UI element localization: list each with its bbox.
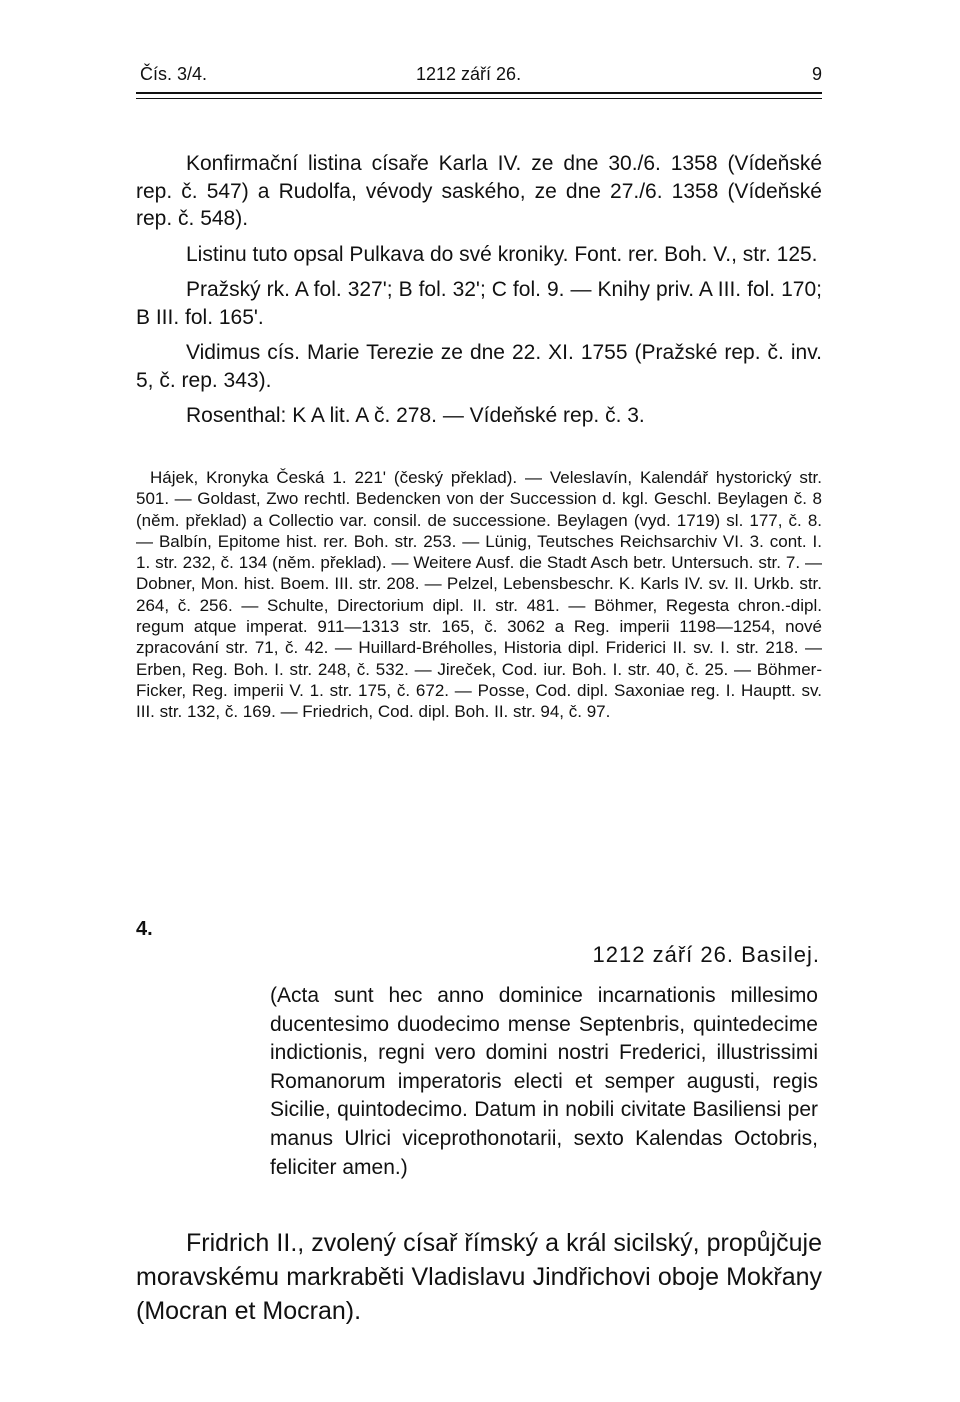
header-document-number: Čís. 3/4. [140,64,208,84]
header-date: 1212 září 26. [416,64,522,84]
commentary-section [136,150,822,438]
document-date-place: 1212 září 26. Basilej. [592,942,820,967]
regest [136,1226,822,1328]
bibliography-section [136,467,822,723]
bibliography-paragraph: Hájek, Kronyka Česká 1. 221' (český překlad). — Veleslavín, Kalendář hystorický str. 501. — Goldast, Zwo rechtl. Bedencken von der Succession d. kgl. Geschl. Beylagen č. 8 (něm. překlad) a Collectio var. consil. de successione. Beylagen (vyd. 1719) sl. 177, č. 8. — Balbín, Epitome hist. rer. Boh. str. 253. — Lünig, Teutsches Reichsarchiv VI. 3. cont. I. 1. str. 232, č. 134 (něm. překlad). — Weitere Ausf. die Stadt Asch betr. Untersuch. str. 7. — Dobner, Mon. hist. Boem. III. str. 208. — Pelzel, Lebensbeschr. K. Karls IV. sv. II. Urkb. str. 264, č. 256. — Schulte, Directorium dipl. II. str. 481. — Böhmer, Regesta chron.-dipl. regum atque imperat. 911—1313 str. 165, č. 3062 a Reg. imperii 1198—1254, nové zpracování str. 71, č. 42. — Huillard-Bréholles, Historia dipl. Friderici II. sv. I. str. 218. — Erben, Reg. Boh. I. str. 248, č. 532. — Jireček, Cod. iur. Boh. I. str. 40, č. 25. — Böhmer-Ficker, Reg. imperii V. 1. str. 175, č. 672. — Posse, Cod. dipl. Saxoniae reg. I. Hauptt. sv. III. str. 132, č. 169. — Friedrich, Cod. dipl. Boh. II. str. 94, č. 97. [136,468,822,722]
commentary-paragraph: Vidimus cís. Marie Terezie ze dne 22. XI. 1755 (Pražské rep. č. inv. 5, č. rep. 343). [136,341,822,392]
document-number: 4. [136,918,153,940]
page-number: 9 [811,64,822,84]
header-rule-thick [136,92,822,94]
header-rule-thin [136,98,822,99]
commentary-paragraph: Konfirmační listina císaře Karla IV. ze dne 30./6. 1358 (Vídeňské rep. č. 547) a Rudolfa, vévody saského, ze dne 27./6. 1358 (Vídeňské rep. č. 548). [136,152,822,230]
commentary-paragraph: Pražský rk. A fol. 327'; B fol. 32'; C fol. 9. — Knihy priv. A III. fol. 170; B III. fol. 165'. [136,278,822,329]
regest-text: Fridrich II., zvolený císař římský a král sicilský, propůjčuje moravskému markraběti Vladislavu Jindřichovi oboje Mokřany (Mocran et Mocran). [136,1229,822,1325]
commentary-paragraph: Listinu tuto opsal Pulkava do své kroniky. Font. rer. Boh. V., str. 125. [186,242,818,266]
commentary-paragraph: Rosenthal: K A lit. A č. 278. — Vídeňské rep. č. 3. [186,404,645,427]
latin-datum-text: (Acta sunt hec anno dominice incarnationis millesimo ducentesimo duodecimo mense Septenbris, quintedecime indictionis, regni vero domini nostri Frederici, illustrissimi Romanorum imperatoris electi et semper augusti, regis Sicilie, quintodecimo. Datum in nobili civitate Basiliensi per manus Ulrici viceprothonotarii, sexto Kalendas Octobris, feliciter amen.) [270,984,818,1179]
latin-datum [270,982,818,1182]
running-header [136,64,822,90]
